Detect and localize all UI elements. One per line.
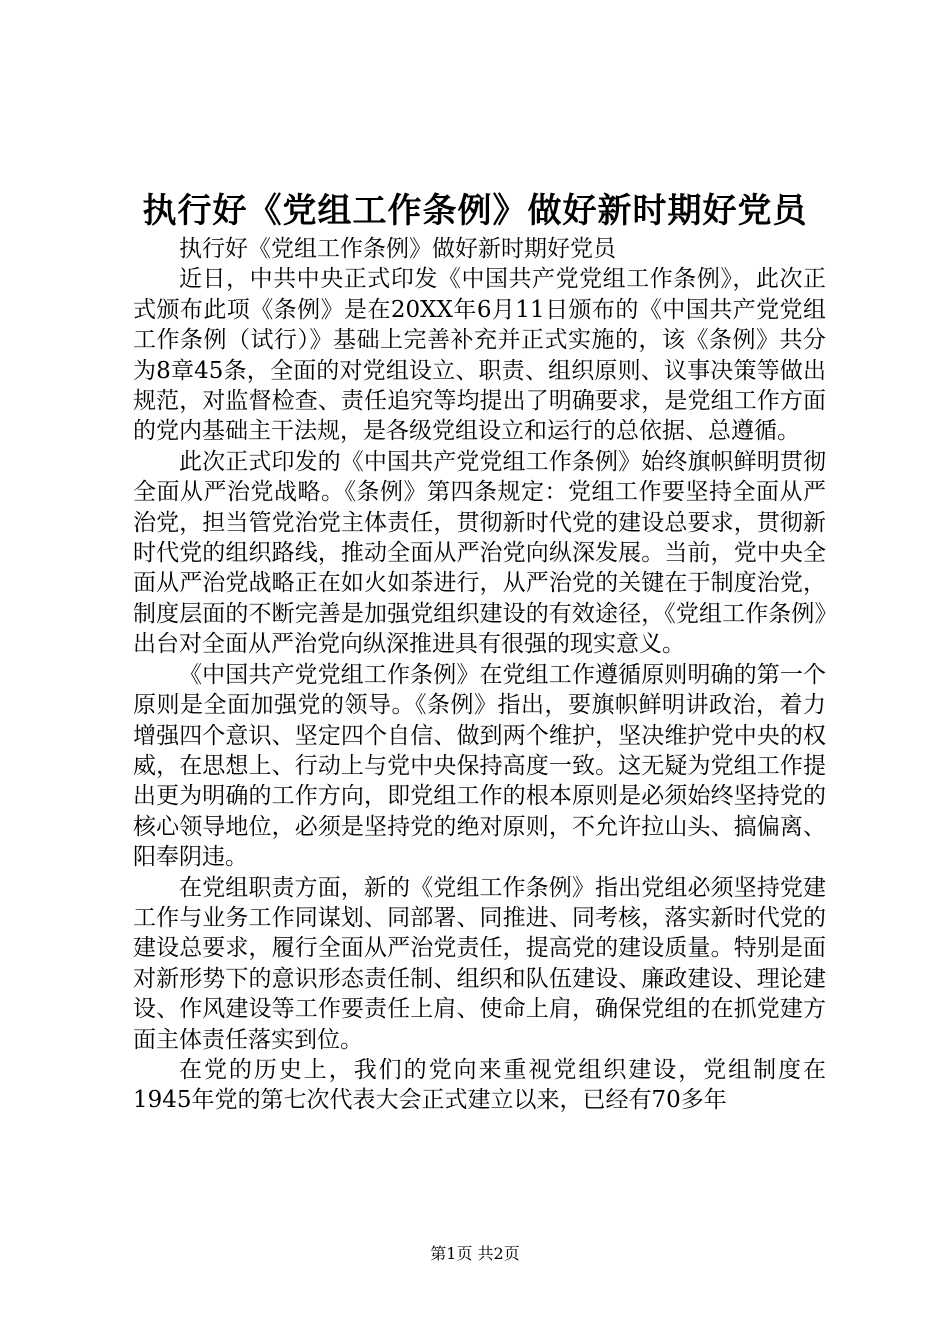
paragraph: 在党的历史上，我们的党向来重视党组织建设，党组制度在1945年党的第七次代表大会正式建立以来，已经有70多年	[133, 1056, 826, 1114]
document-body	[133, 234, 826, 1116]
paragraph: 近日，中共中央正式印发《中国共产党党组工作条例》，此次正式颁布此项《条例》是在20XX年6月11日颁布的《中国共产党党组工作条例（试行）》基础上完善补充并正式实施的，该《条例》共分为8章45条，全面的对党组设立、职责、组织原则、议事决策等做出规范，对监督检查、责任追究等均提出了明确要求，是党组工作方面的党内基础主干法规，是各级党组设立和运行的总依据、总遵循。	[133, 266, 826, 445]
page-number-footer: 第1页 共2页	[430, 1244, 520, 1263]
paragraph: 在党组职责方面，新的《党组工作条例》指出党组必须坚持党建工作与业务工作同谋划、同部署、同推进、同考核，落实新时代党的建设总要求，履行全面从严治党责任，提高党的建设质量。特别是面对新形势下的意识形态责任制、组织和队伍建设、廉政建设、理论建设、作风建设等工作要责任上肩、使命上肩，确保党组的在抓党建方面主体责任落实到位。	[133, 874, 826, 1053]
paragraph-subtitle: 执行好《党组工作条例》做好新时期好党员	[179, 236, 616, 262]
paragraph: 《中国共产党党组工作条例》在党组工作遵循原则明确的第一个原则是全面加强党的领导。《条例》指出，要旗帜鲜明讲政治，着力增强四个意识、坚定四个自信、做到两个维护，坚决维护党中央的权威，在思想上、行动上与党中央保持高度一致。这无疑为党组工作提出更为明确的工作方向，即党组工作的根本原则是必须始终坚持党的核心领导地位，必须是坚持党的绝对原则，不允许拉山头、搞偏离、阳奉阴违。	[133, 661, 826, 871]
paragraph: 此次正式印发的《中国共产党党组工作条例》始终旗帜鲜明贯彻全面从严治党战略。《条例》第四条规定：党组工作要坚持全面从严治党，担当管党治党主体责任，贯彻新时代党的建设总要求，贯彻新时代党的组织路线，推动全面从严治党向纵深发展。当前，党中央全面从严治党战略正在如火如荼进行，从严治党的关键在于制度治党，制度层面的不断完善是加强党组织建设的有效途径，《党组工作条例》出台对全面从严治党向纵深推进具有很强的现实意义。	[133, 448, 826, 658]
document-title: 执行好《党组工作条例》做好新时期好党员	[142, 191, 808, 231]
